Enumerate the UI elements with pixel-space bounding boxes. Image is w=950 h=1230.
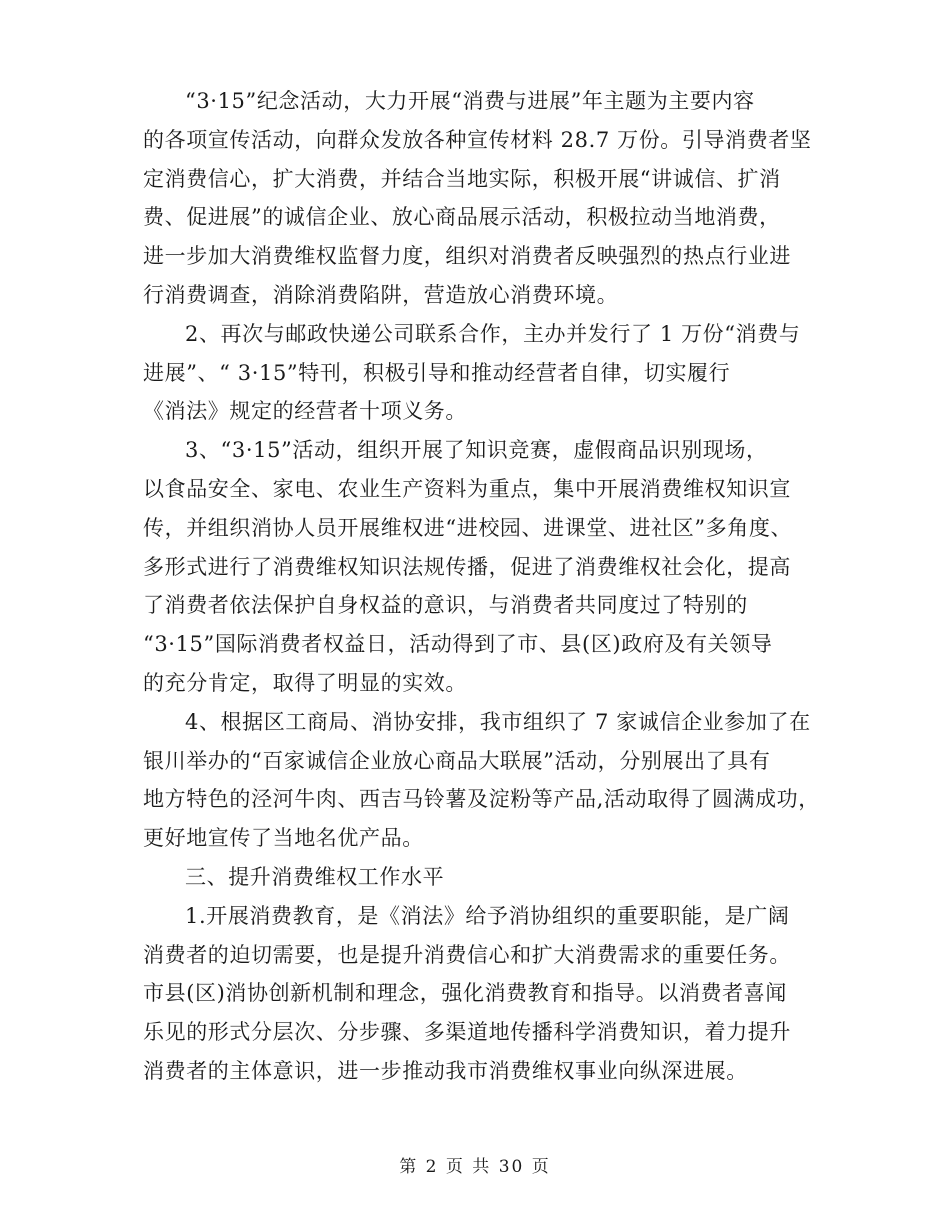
paragraph-line: 消费者的主体意识，进一步推动我市消费维权事业向纵深进展。: [143, 1058, 748, 1083]
paragraph-line: 3、“3·15”活动，组织开展了知识竞赛，虚假商品识别现场，: [185, 438, 768, 463]
paragraph-line: 1.开展消费教育，是《消法》给予消协组织的重要职能，是广阔: [185, 903, 790, 928]
paragraph-line: “3·15”国际消费者权益日，活动得到了市、县(区)政府及有关领导: [143, 632, 773, 657]
paragraph-line: 地方特色的泾河牛肉、西吉马铃薯及淀粉等产品,活动取得了圆满成功，: [143, 787, 820, 812]
paragraph-line: 2、再次与邮政快递公司联系合作，主办并发行了 1 万份“消费与: [185, 321, 801, 346]
paragraph-line: 市县(区)消协创新机制和理念，强化消费教育和指导。以消费者喜闻: [143, 981, 787, 1006]
paragraph-line: 消费者的迫切需要，也是提升消费信心和扩大消费需求的重要任务。: [143, 942, 791, 967]
paragraph-line: 《消法》规定的经营者十项义务。: [143, 399, 467, 424]
paragraph-line: 更好地宣传了当地名优产品。: [143, 826, 424, 851]
paragraph-line: 以食品安全、家电、农业生产资料为重点，集中开展消费维权知识宣: [143, 476, 791, 501]
paragraph-line: 的各项宣传活动，向群众发放各种宣传材料 28.7 万份。引导消费者坚: [143, 127, 812, 152]
paragraph-line: 定消费信心，扩大消费，并结合当地实际，积极开展“讲诚信、扩消: [143, 166, 781, 191]
paragraph-line: 的充分肯定，取得了明显的实效。: [143, 670, 467, 695]
document-body: [143, 82, 823, 1091]
paragraph-line: 行消费调查，消除消费陷阱，营造放心消费环境。: [143, 282, 619, 307]
page-number-footer: 第 2 页 共 30 页: [399, 1157, 551, 1177]
paragraph-line: 进一步加大消费维权监督力度，组织对消费者反映强烈的热点行业进: [143, 244, 791, 269]
paragraph-line: 乐见的形式分层次、分步骤、多渠道地传播科学消费知识，着力提升: [143, 1020, 791, 1045]
paragraph-line: 进展”、“ 3·15”特刊，积极引导和推动经营者自律，切实履行: [143, 360, 731, 385]
paragraph-line: 银川举办的“百家诚信企业放心商品大联展”活动，分别展出了具有: [143, 748, 771, 773]
section-heading: 三、提升消费维权工作水平: [185, 864, 445, 889]
paragraph-line: “3·15”纪念活动，大力开展“消费与进展”年主题为主要内容: [185, 89, 755, 113]
paragraph-line: 传，并组织消协人员开展维权进“进校园、进课堂、进社区”多角度、: [143, 515, 793, 540]
paragraph-line: 费、促进展”的诚信企业、放心商品展示活动，积极拉动当地消费，: [143, 205, 781, 230]
paragraph-line: 4、根据区工商局、消协安排，我市组织了 7 家诚信企业参加了在: [185, 709, 811, 734]
paragraph-line: 多形式进行了消费维权知识法规传播，促进了消费维权社会化，提高: [143, 554, 791, 579]
paragraph-line: 了消费者依法保护自身权益的意识，与消费者共同度过了特别的: [143, 593, 748, 618]
